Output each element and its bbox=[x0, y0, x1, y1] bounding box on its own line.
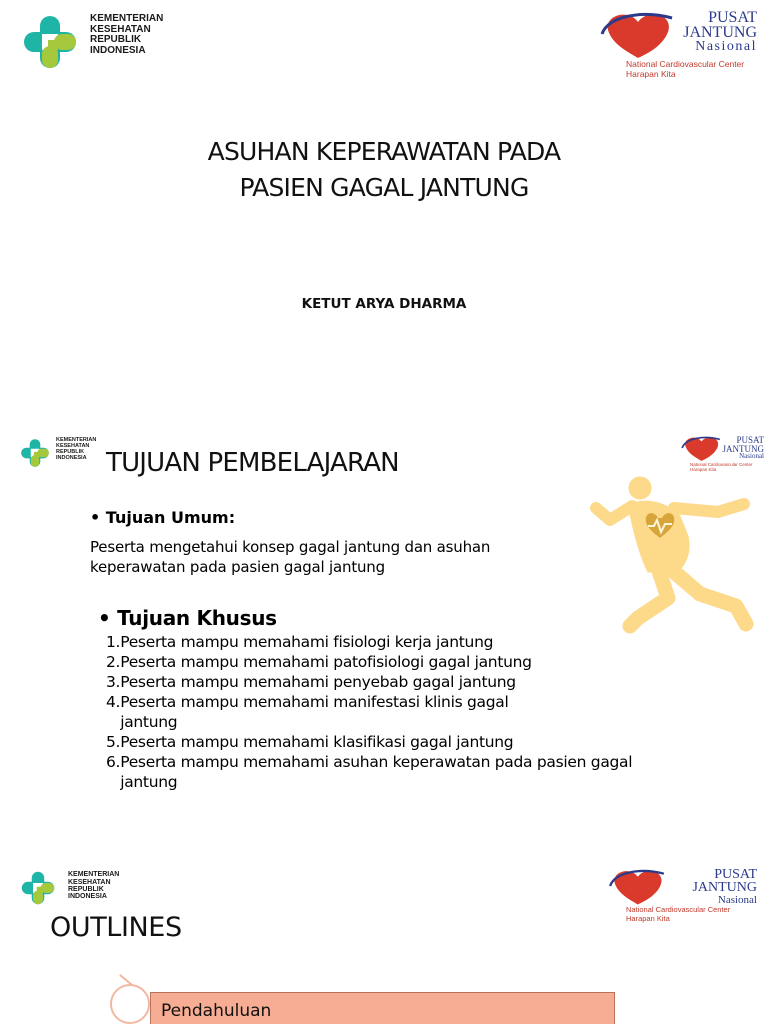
kemenkes-wordmark: KEMENTERIAN KESEHATAN REPUBLIK INDONESIA bbox=[90, 13, 164, 56]
pjn-subtitle-2: Harapan Kita bbox=[690, 467, 717, 473]
slide-learning-objectives bbox=[0, 420, 768, 838]
kemenkes-logo bbox=[18, 10, 163, 74]
pjn-title-jantung: JANTUNG bbox=[722, 443, 764, 454]
pjn-subtitle-1: National Cardiovascular Center bbox=[626, 905, 731, 914]
heart-icon bbox=[598, 866, 676, 906]
list-item: 1. Peserta mampu memahami fisiologi kerja jantung bbox=[106, 633, 494, 651]
pjn-logo bbox=[598, 866, 763, 924]
running-person-heart-icon bbox=[588, 476, 760, 636]
pjn-title-jantung: JANTUNG bbox=[683, 24, 757, 42]
pjn-logo-small bbox=[680, 434, 766, 476]
pjn-subtitle-2: Harapan Kita bbox=[626, 68, 676, 79]
list-item: 6. Peserta mampu memahami asuhan keperawatan pada pasien gagal jantung bbox=[106, 753, 633, 791]
outline-item-label: Pendahuluan bbox=[161, 1001, 272, 1021]
general-objective-text: Peserta mengetahui konsep gagal jantung dan asuhan keperawatan pada pasien gagal jantung bbox=[90, 538, 491, 576]
title-line-1: ASUHAN KEPERAWATAN PADA bbox=[207, 137, 561, 166]
pjn-title-pusat: PUSAT bbox=[708, 9, 757, 26]
kemenkes-wordmark: KEMENTERIAN KESEHATAN REPUBLIK INDONESIA bbox=[56, 437, 97, 461]
kemenkes-logo-small bbox=[14, 868, 119, 908]
outline-bullet-circle bbox=[110, 984, 150, 1024]
general-objective-heading: • Tujuan Umum: bbox=[90, 508, 236, 527]
kemenkes-emblem-icon bbox=[18, 436, 52, 470]
pjn-title-nasional: Nasional bbox=[717, 893, 757, 906]
kemenkes-emblem-icon bbox=[18, 10, 82, 74]
slide-outlines bbox=[0, 838, 768, 1024]
presentation-title bbox=[0, 134, 768, 206]
slide-title bbox=[0, 0, 768, 420]
pjn-subtitle-1: National Cardiovascular Center bbox=[626, 59, 745, 69]
pjn-title-pusat: PUSAT bbox=[714, 867, 757, 882]
author-name: KETUT ARYA DHARMA bbox=[301, 296, 467, 312]
pjn-title-jantung: JANTUNG bbox=[692, 880, 757, 896]
pjn-subtitle-2: Harapan Kita bbox=[626, 913, 670, 923]
pjn-title-nasional: Nasional bbox=[739, 452, 764, 461]
outline-item-box bbox=[150, 992, 615, 1024]
slide-heading: OUTLINES bbox=[50, 912, 182, 943]
list-item: 2. Peserta mampu memahami patofisiologi gagal jantung bbox=[106, 653, 532, 671]
kemenkes-emblem-icon bbox=[14, 868, 62, 908]
kemenkes-logo-small bbox=[18, 436, 96, 470]
specific-objectives-list bbox=[106, 632, 666, 792]
kemenkes-wordmark: KEMENTERIAN KESEHATAN REPUBLIK INDONESIA bbox=[68, 871, 120, 901]
pjn-subtitle-1: National Cardiovascular Center bbox=[690, 462, 753, 467]
list-item: 5. Peserta mampu memahami klasifikasi gagal jantung bbox=[106, 733, 514, 751]
heart-icon bbox=[680, 434, 722, 462]
list-item: 4. Peserta mampu memahami manifestasi klinis gagal jantung bbox=[106, 693, 509, 731]
list-item: 3. Peserta mampu memahami penyebab gagal jantung bbox=[106, 673, 516, 691]
pjn-title-nasional: Nasional bbox=[695, 39, 757, 55]
pjn-title-pusat: PUSAT bbox=[736, 435, 764, 445]
pjn-logo bbox=[598, 8, 763, 83]
specific-objectives-heading: • Tujuan Khusus bbox=[98, 606, 277, 630]
slide-heading: TUJUAN PEMBELAJARAN bbox=[106, 448, 399, 478]
heart-icon bbox=[598, 8, 676, 60]
title-line-2: PASIEN GAGAL JANTUNG bbox=[239, 173, 529, 202]
